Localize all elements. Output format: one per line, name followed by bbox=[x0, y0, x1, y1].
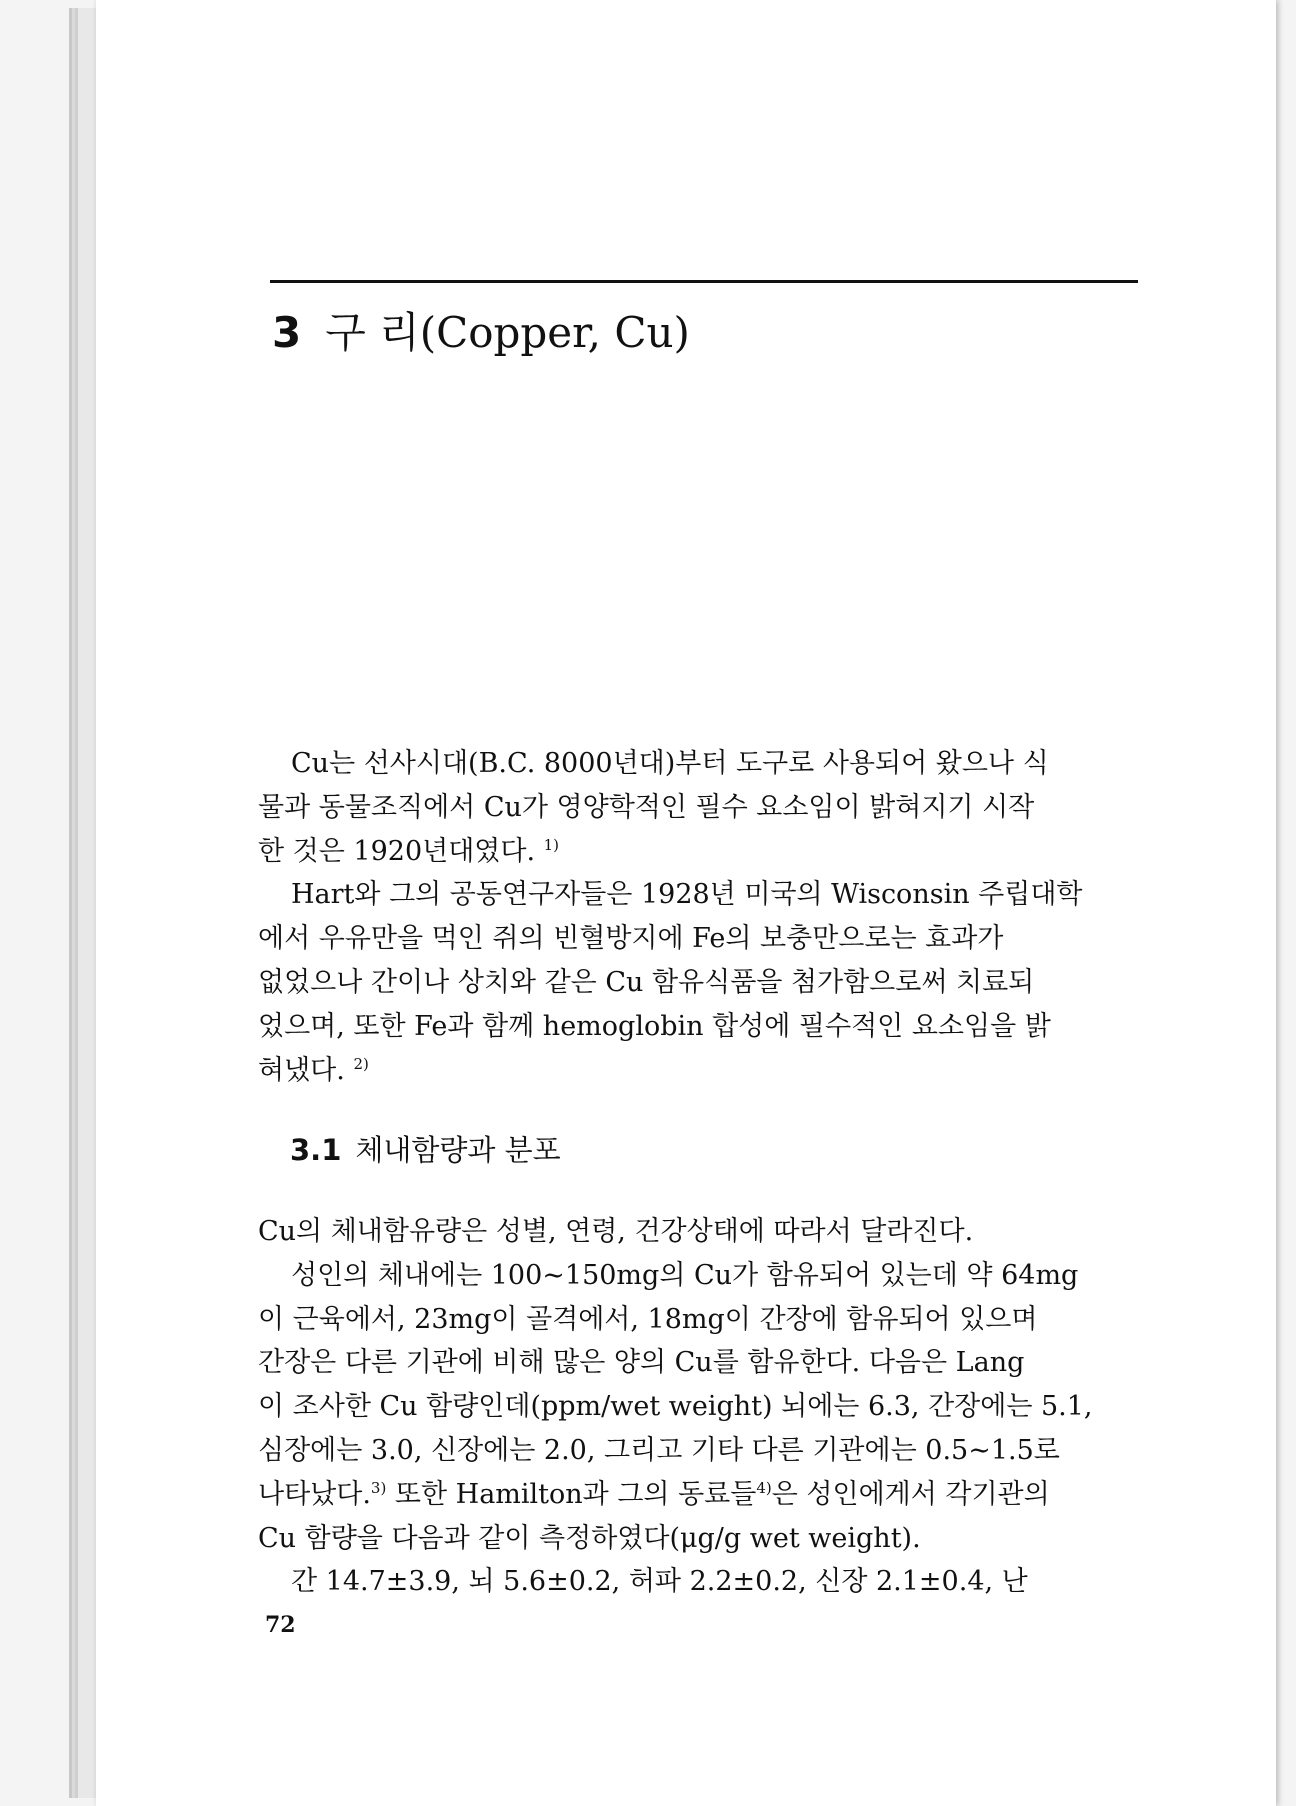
text-line: Cu는 선사시대(B.C. 8000년대)부터 도구로 사용되어 왔으나 식 bbox=[291, 748, 1049, 779]
text-line: 었으며, 또한 Fe과 함께 hemoglobin 합성에 필수적인 요소임을 밝 bbox=[258, 1010, 1051, 1042]
chapter-rule bbox=[270, 280, 1138, 283]
section-number: 3.1 bbox=[290, 1133, 342, 1167]
footnote-ref: 3) bbox=[370, 1478, 387, 1497]
intro-paragraphs bbox=[258, 742, 1138, 1092]
text-line: 혀냈다. $^{2)}$ bbox=[258, 1054, 369, 1086]
text-line: 에서 우유만을 먹인 쥐의 빈혈방지에 Fe의 보충만으로는 효과가 bbox=[258, 923, 1004, 955]
section-heading bbox=[290, 1128, 561, 1169]
text-line: 한 것은 1920년대였다. $^{1)}$ bbox=[258, 835, 560, 867]
text-line: 없었으나 간이나 상치와 같은 Cu 함유식품을 첨가함으로써 치료되 bbox=[258, 966, 1035, 998]
text-line: Cu의 체내함유량은 성별, 연령, 건강상태에 따라서 달라진다. bbox=[258, 1216, 974, 1247]
page-number: 72 bbox=[265, 1612, 296, 1638]
text-line: Cu 함량을 다음과 같이 측정하였다(μg/g wet weight). bbox=[258, 1522, 921, 1554]
chapter-title-text: 구 리(Copper, Cu) bbox=[325, 308, 690, 357]
footnote-ref: 4) bbox=[756, 1478, 772, 1497]
text-line: Hart와 그의 공동연구자들은 1928년 미국의 Wisconsin 주립대학 bbox=[291, 879, 1083, 911]
text-line: 간 14.7±3.9, 뇌 5.6±0.2, 허파 2.2±0.2, 신장 2.1±0.4, 난 bbox=[291, 1566, 1028, 1598]
footnote-ref: 1) bbox=[543, 835, 560, 854]
text-line: 간장은 다른 기관에 비해 많은 양의 Cu를 함유한다. 다음은 Lang bbox=[258, 1347, 1025, 1379]
text-line: 이 근육에서, 23mg이 골격에서, 18mg이 간장에 함유되어 있으며 bbox=[258, 1303, 1038, 1335]
section-paragraphs bbox=[258, 1210, 1138, 1604]
text-line: 나타났다.$^{3)}$ 또한 Hamilton과 그의 동료들$^{4)}$은 성인에게서 각기관의 bbox=[258, 1478, 1050, 1510]
text-line: 성인의 체내에는 100∼150mg의 Cu가 함유되어 있는데 약 64mg bbox=[291, 1259, 1079, 1291]
footnote-ref: 2) bbox=[353, 1054, 369, 1073]
chapter-title bbox=[272, 300, 690, 360]
text-line: 이 조사한 Cu 함량인데(ppm/wet weight) 뇌에는 6.3, 간장에는 5.1, bbox=[258, 1391, 1093, 1423]
section-title: 체내함량과 분포 bbox=[355, 1133, 561, 1167]
chapter-number: 3 bbox=[272, 308, 302, 357]
text-line: 심장에는 3.0, 신장에는 2.0, 그리고 기타 다른 기관에는 0.5∼1.5로 bbox=[258, 1434, 1060, 1466]
text-line: 물과 동물조직에서 Cu가 영양학적인 필수 요소임이 밝혀지기 시작 bbox=[258, 791, 1035, 823]
